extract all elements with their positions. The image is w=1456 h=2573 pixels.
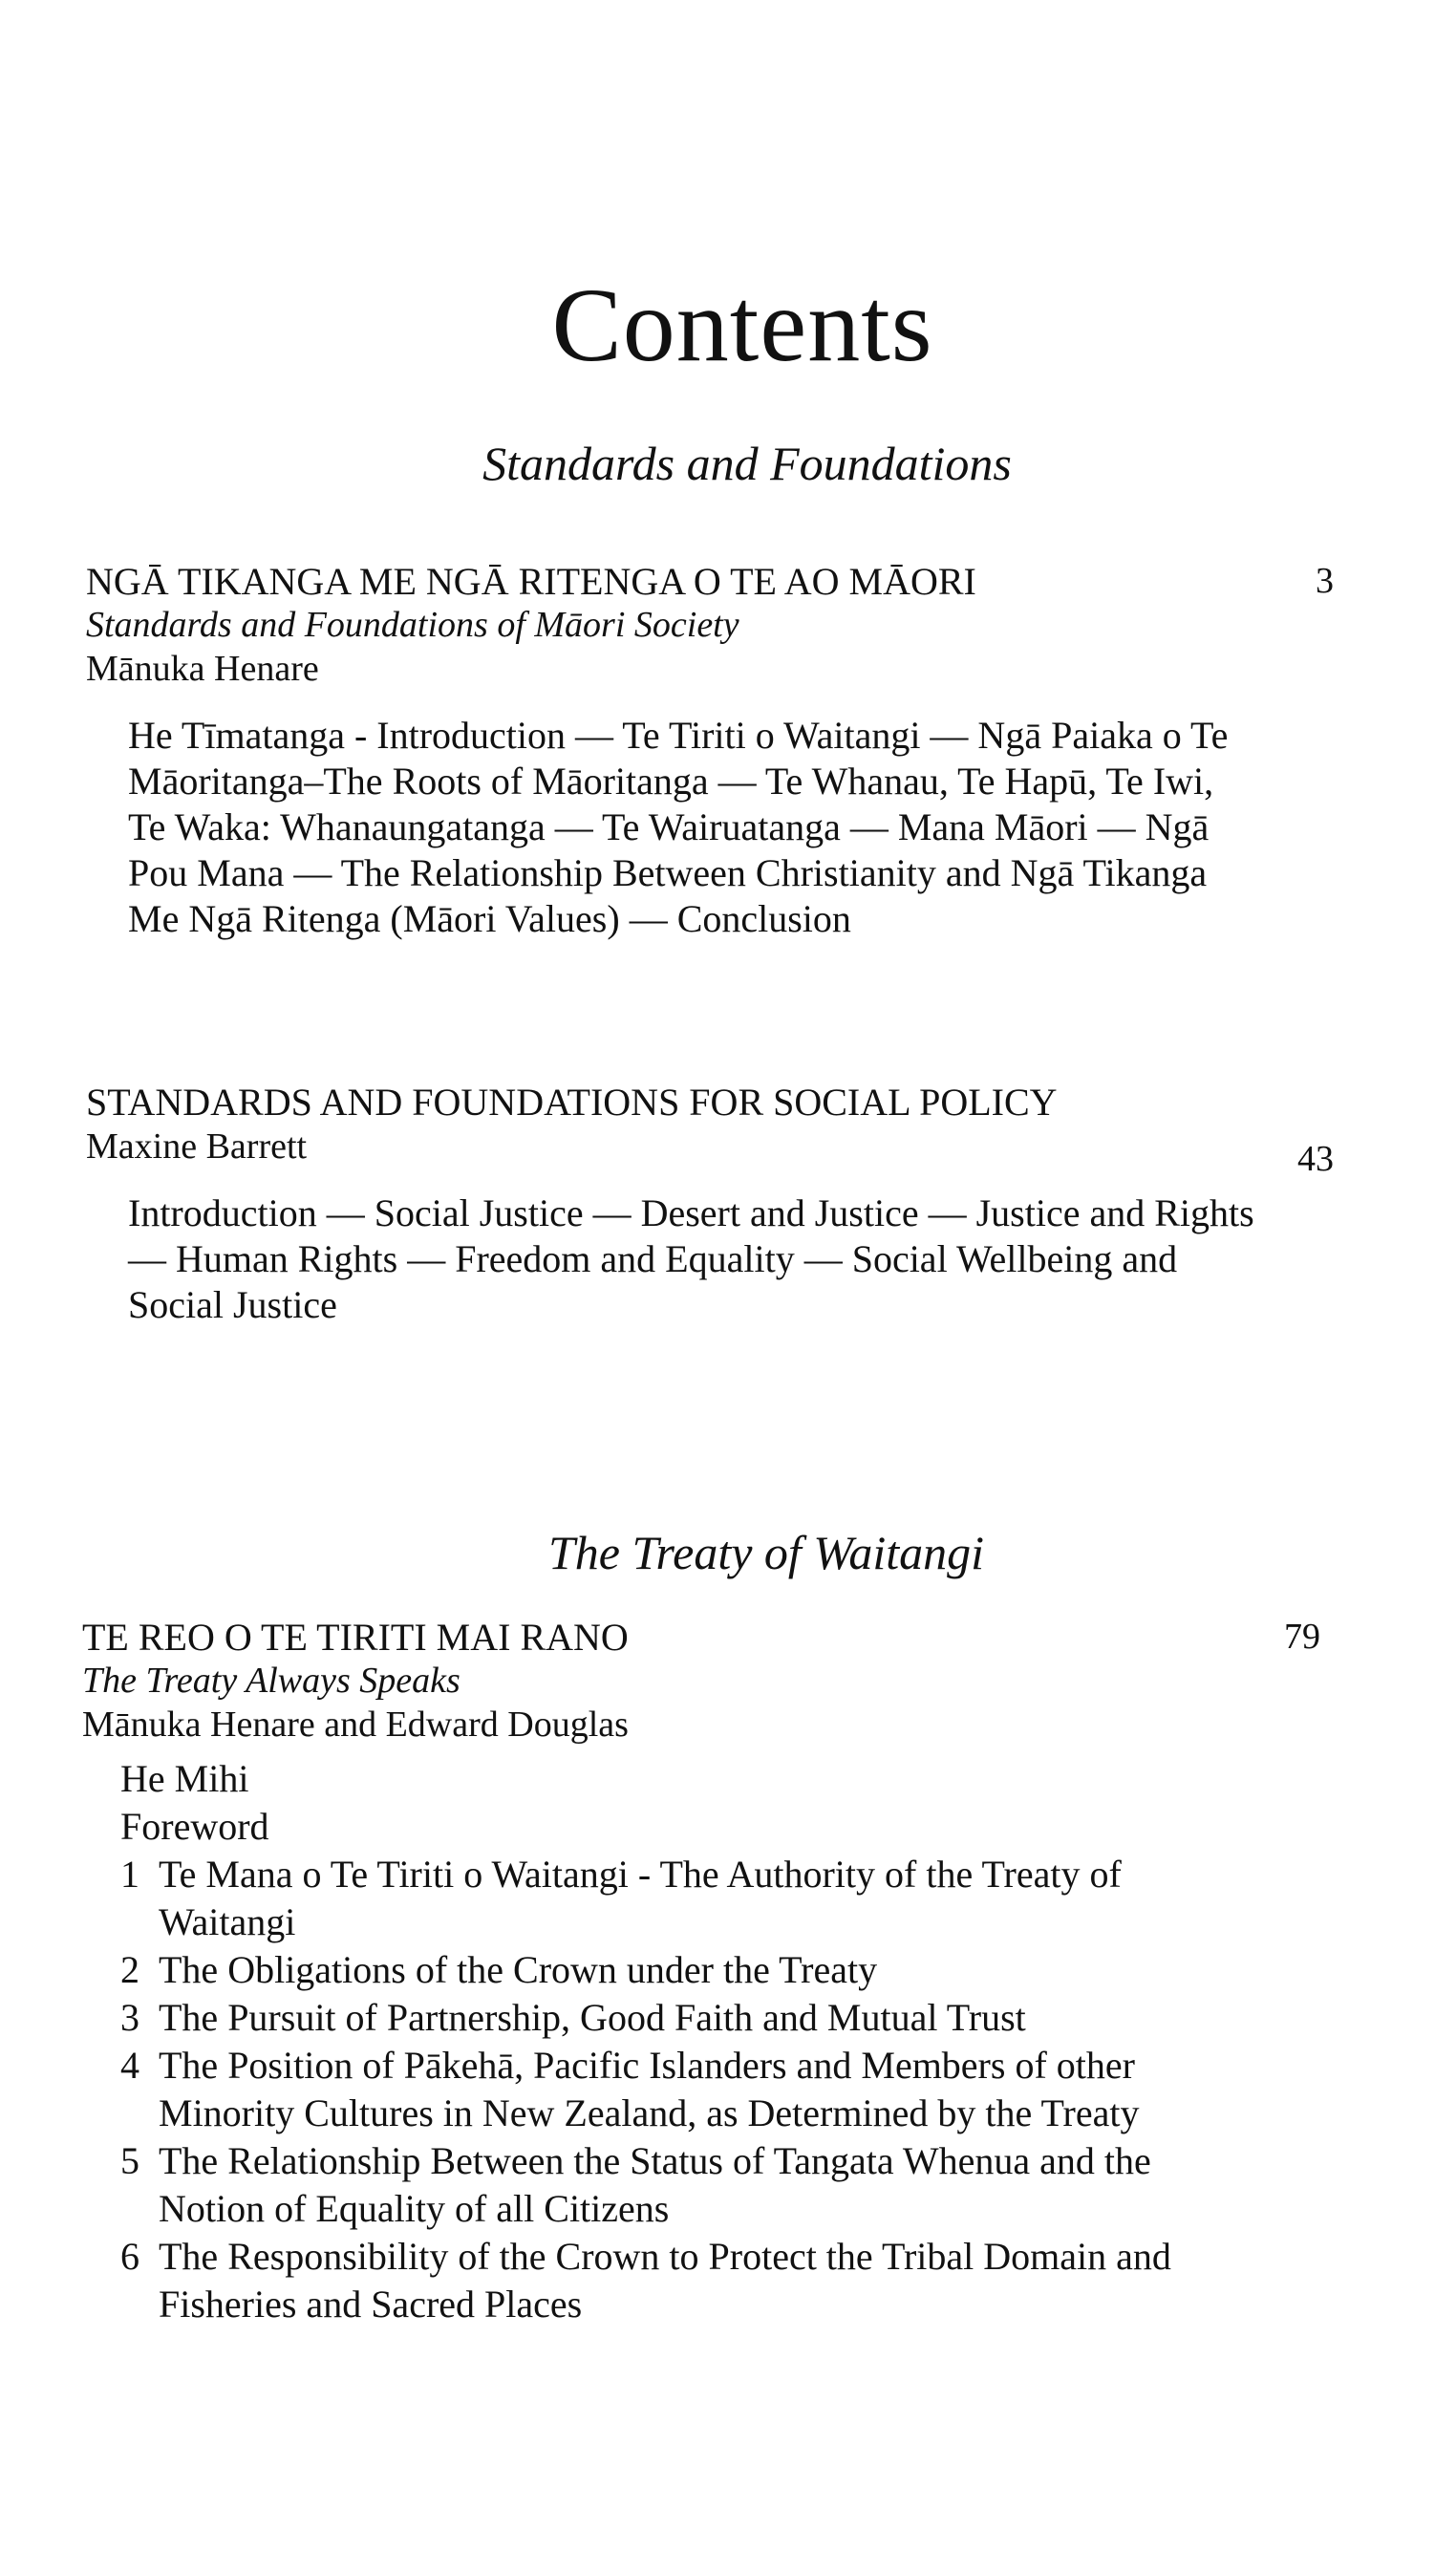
outline-text: The Relationship Between the Status of Tangata Whenua and the Notion of Equality of all Citizens — [159, 2139, 1151, 2230]
outline-text: Te Mana o Te Tiriti o Waitangi - The Authority of the Treaty of Waitangi — [159, 1853, 1122, 1943]
toc-entry-te-reo[interactable] — [82, 1615, 1343, 2328]
outline-number: 4 — [120, 2044, 139, 2087]
outline-number: 6 — [120, 2235, 139, 2278]
outline-item — [120, 2233, 1229, 2328]
outline-item — [120, 2042, 1229, 2137]
outline-item — [120, 1851, 1229, 1946]
outline-text: The Position of Pākehā, Pacific Islanders and Members of other Minority Cultures in New Zealand, as Determined by the Treaty — [159, 2044, 1140, 2134]
entry-page-number: 43 — [1297, 1139, 1334, 1179]
outline-item — [120, 1946, 1229, 1994]
entry-subtitle: Standards and Foundations of Māori Society — [86, 605, 739, 645]
outline-item — [120, 1994, 1229, 2042]
outline-item-he-mihi: He Mihi — [120, 1757, 249, 1800]
outline-text: The Obligations of the Crown under the Treaty — [159, 1948, 878, 1991]
toc-entry-social-policy[interactable] — [86, 1080, 1347, 1328]
entry-page-number: 3 — [1316, 561, 1334, 601]
outline-number: 3 — [120, 1996, 139, 2039]
entry-subtitle: The Treaty Always Speaks — [82, 1661, 460, 1701]
section-heading-standards: Standards and Foundations — [482, 437, 1012, 490]
outline-item-foreword: Foreword — [120, 1805, 269, 1848]
entry-author: Mānuka Henare — [86, 649, 319, 689]
outline-item — [120, 2137, 1229, 2233]
entry-title: STANDARDS AND FOUNDATIONS FOR SOCIAL POLICY — [86, 1081, 1058, 1124]
entry-summary: He Tīmatanga - Introduction — Te Tiriti o Waitangi — Ngā Paiaka o Te Māoritanga–The Roots of Māoritanga — Te Whanau, Te Hapū, Te Iwi, Te Waka: Whanaungatanga — Te Wairuatanga — Mana Māori — Ngā Pou Mana — The Relationship Between Christianity and Ngā Tikanga Me Ngā Ritenga (Māori Values) — Conclusion — [128, 714, 1229, 940]
page-title: Contents — [551, 267, 933, 383]
entry-summary: Introduction — Social Justice — Desert and Justice — Justice and Rights — Human Rights — Freedom and Equality — Social Wellbeing and Social Justice — [128, 1191, 1254, 1326]
outline-number: 2 — [120, 1948, 139, 1991]
entry-title: TE REO O TE TIRITI MAI RANO — [82, 1616, 629, 1659]
toc-entry-nga-tikanga[interactable] — [86, 559, 1347, 942]
outline-number: 1 — [120, 1853, 139, 1896]
outline-text: The Pursuit of Partnership, Good Faith and Mutual Trust — [159, 1996, 1026, 2039]
entry-page-number: 79 — [1284, 1617, 1320, 1657]
entry-title: NGĀ TIKANGA ME NGĀ RITENGA O TE AO MĀORI — [86, 560, 976, 603]
entry-author: Mānuka Henare and Edward Douglas — [82, 1705, 629, 1745]
entry-author: Maxine Barrett — [86, 1126, 308, 1167]
outline-number: 5 — [120, 2139, 139, 2182]
outline-text: The Responsibility of the Crown to Protect the Tribal Domain and Fisheries and Sacred Places — [159, 2235, 1171, 2326]
section-heading-treaty: The Treaty of Waitangi — [547, 1526, 985, 1579]
entry-outline — [82, 1755, 1229, 2328]
